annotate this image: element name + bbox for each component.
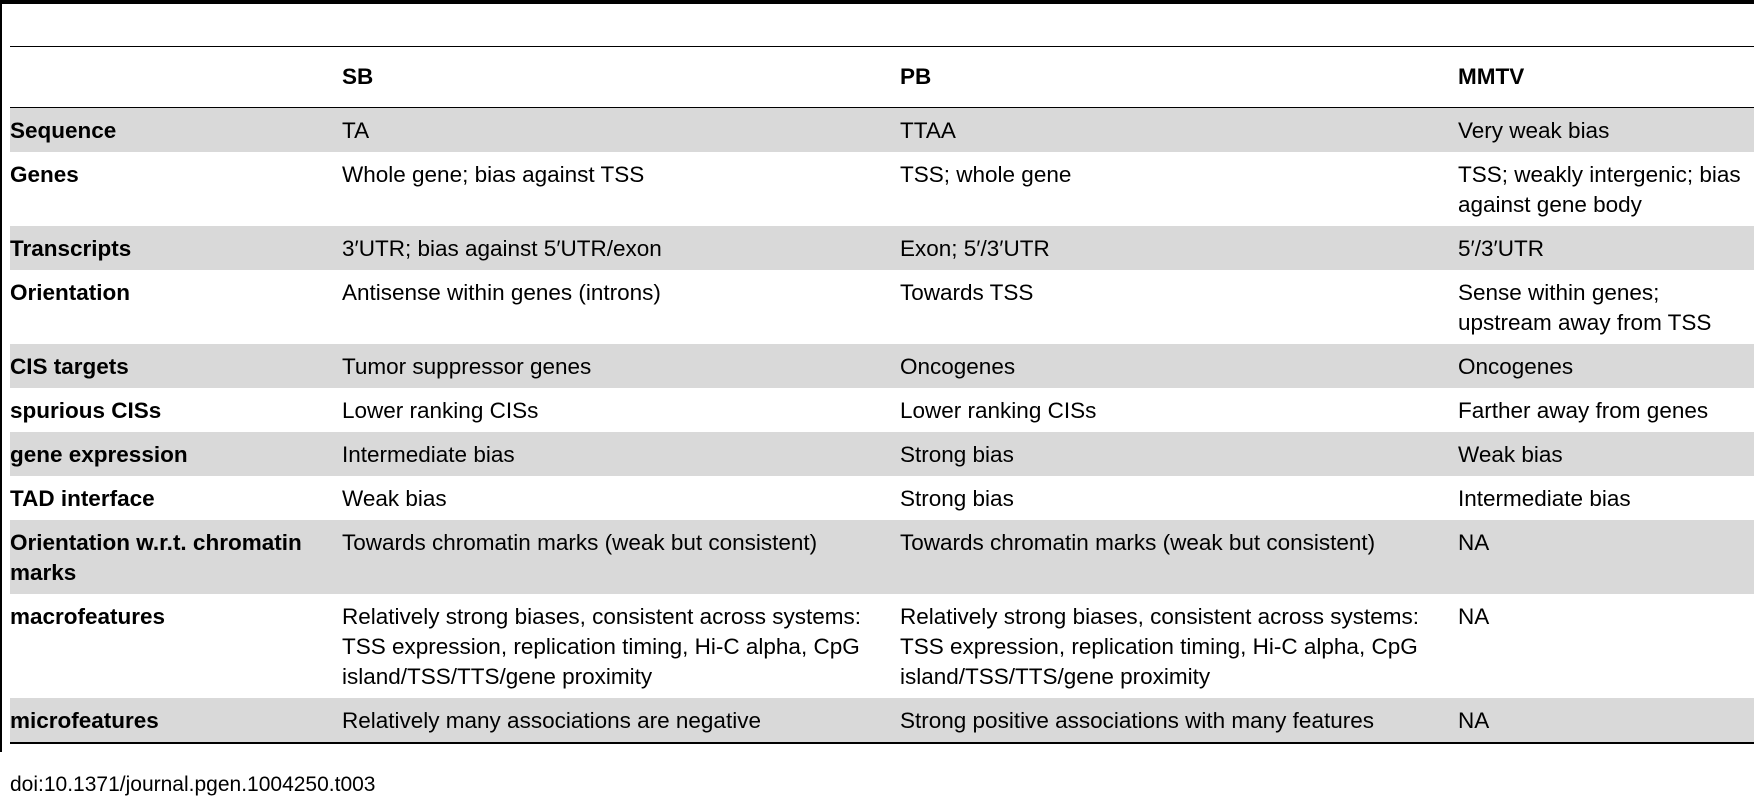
cell-mmtv: NA xyxy=(1458,698,1754,743)
cell-sb: Tumor suppressor genes xyxy=(342,344,900,388)
table-row xyxy=(10,270,1754,344)
cell-pb: Oncogenes xyxy=(900,344,1458,388)
header-cell-pb: PB xyxy=(900,47,1458,108)
table-row xyxy=(10,594,1754,698)
cell-sb: Relatively many associations are negative xyxy=(342,698,900,743)
left-rule xyxy=(0,0,2,752)
row-label: Sequence xyxy=(10,108,342,153)
cell-pb: Strong bias xyxy=(900,486,1014,511)
row-label: Orientation xyxy=(10,280,131,305)
cell-sb: Weak bias xyxy=(342,486,447,511)
row-label: Transcripts xyxy=(10,226,342,270)
row-label: TAD interface xyxy=(10,486,155,511)
cell-mmtv: NA xyxy=(1458,520,1754,594)
table-row xyxy=(10,388,1754,432)
table-row xyxy=(10,520,1754,594)
table-row xyxy=(10,108,1754,153)
cell-pb: Strong positive associations with many features xyxy=(900,698,1458,743)
row-label: Genes xyxy=(10,162,79,187)
row-label: Orientation w.r.t. chromatin marks xyxy=(10,520,342,594)
cell-sb: 3′UTR; bias against 5′UTR/exon xyxy=(342,226,900,270)
cell-pb: Towards TSS xyxy=(900,280,1034,305)
header-cell-feature xyxy=(10,47,342,108)
cell-sb: TA xyxy=(342,108,900,153)
cell-mmtv: Farther away from genes xyxy=(1458,398,1709,423)
cell-pb: Relatively strong biases, consistent across systems: TSS expression, replication timing, Hi-C alpha, CpG island/TSS/TTS/gene proximity xyxy=(900,604,1419,689)
cell-mmtv: Very weak bias xyxy=(1458,108,1754,153)
row-label: CIS targets xyxy=(10,344,342,388)
cell-mmtv: Oncogenes xyxy=(1458,344,1754,388)
cell-sb: Relatively strong biases, consistent across systems: TSS expression, replication timing, Hi-C alpha, CpG island/TSS/TTS/gene proximity xyxy=(342,604,861,689)
cell-mmtv: NA xyxy=(1458,604,1490,629)
cell-sb: Whole gene; bias against TSS xyxy=(342,162,645,187)
cell-sb: Antisense within genes (introns) xyxy=(342,280,661,305)
header-row xyxy=(10,47,1754,108)
cell-pb: Exon; 5′/3′UTR xyxy=(900,226,1458,270)
cell-pb: Towards chromatin marks (weak but consistent) xyxy=(900,520,1458,594)
comparison-table xyxy=(10,46,1754,744)
table-row xyxy=(10,226,1754,270)
table-row xyxy=(10,476,1754,520)
cell-mmtv: TSS; weakly intergenic; bias against gene body xyxy=(1458,162,1741,217)
cell-pb: Strong bias xyxy=(900,432,1458,476)
cell-sb: Intermediate bias xyxy=(342,432,900,476)
row-label: microfeatures xyxy=(10,698,342,743)
cell-pb: TSS; whole gene xyxy=(900,162,1072,187)
top-rule xyxy=(0,0,1754,4)
doi-link[interactable]: doi:10.1371/journal.pgen.1004250.t003 xyxy=(10,773,376,796)
cell-sb: Lower ranking CISs xyxy=(342,398,539,423)
header-cell-mmtv: MMTV xyxy=(1458,47,1754,108)
table-row xyxy=(10,432,1754,476)
cell-pb: Lower ranking CISs xyxy=(900,398,1097,423)
table-row xyxy=(10,344,1754,388)
cell-mmtv: Weak bias xyxy=(1458,432,1754,476)
cell-sb: Towards chromatin marks (weak but consistent) xyxy=(342,520,900,594)
table-container xyxy=(10,46,1754,744)
row-label: macrofeatures xyxy=(10,604,166,629)
row-label: spurious CISs xyxy=(10,398,162,423)
header-cell-sb: SB xyxy=(342,47,900,108)
cell-mmtv: Intermediate bias xyxy=(1458,486,1631,511)
row-label: gene expression xyxy=(10,432,342,476)
table-row xyxy=(10,152,1754,226)
table-row xyxy=(10,698,1754,743)
cell-pb: TTAA xyxy=(900,108,1458,153)
cell-mmtv: 5′/3′UTR xyxy=(1458,226,1754,270)
cell-mmtv: Sense within genes; upstream away from TSS xyxy=(1458,280,1712,335)
